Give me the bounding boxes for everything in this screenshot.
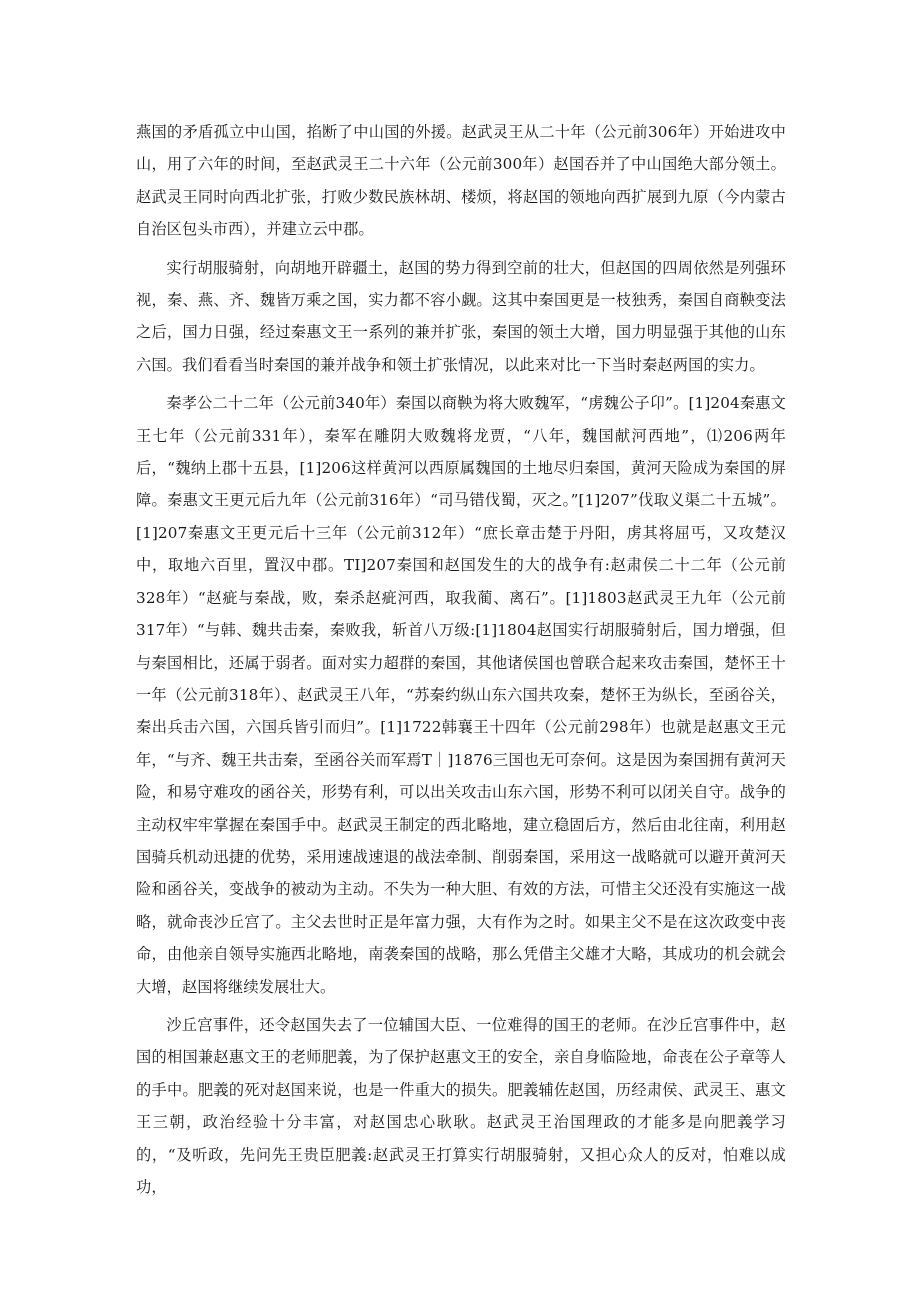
document-page xyxy=(136,116,786,1209)
paragraph-continuation: 燕国的矛盾孤立中山国，掐断了中山国的外援。赵武灵王从二十年（公元前306年）开始进攻中山，用了六年的时间，至赵武灵王二十六年（公元前300年）赵国吞并了中山国绝大部分领土。赵武灵王同时向西北扩张，打败少数民族林胡、楼烦，将赵国的领地向西扩展到九原（今内蒙古自治区包头市西），并建立云中郡。 xyxy=(136,123,786,239)
paragraph-qin-expansion: 秦孝公二十二年（公元前340年）秦国以商鞅为将大败魏军，“虏魏公子卬”。[1]204秦惠文王七年（公元前331年），秦军在雕阴大败魏将龙贾，“八年，魏国献河西地”，⑴206两年后，“魏纳上郡十五县，[1]206这样黄河以西原属魏国的土地尽归秦国，黄河天险成为秦国的屏障。秦惠文王更元后九年（公元前316年）“司马错伐蜀，灭之。”[1]207”伐取义渠二十五城”。[1]207秦惠文王更元后十三年（公元前312年）“庶长章击楚于丹阳，虏其将屈丐，又攻楚汉中，取地六百里，置汉中郡。TI]207秦国和赵国发生的大的战争有:赵肃侯二十二年（公元前328年）“赵疵与秦战，败，秦杀赵疵河西，取我蔺、离石”。[1]1803赵武灵王九年（公元前317年）“与韩、魏共击秦，秦败我，斩首八万级:[1]1804赵国实行胡服骑射后，国力增强，但与秦国相比，还属于弱者。面对实力超群的秦国，其他诸侯国也曾联合起来攻击秦国，楚怀王十一年（公元前318年）、赵武灵王八年，“苏秦约纵山东六国共攻秦，楚怀王为纵长，至函谷关，秦出兵击六国，六国兵皆引而归”。[1]1722韩襄王十四年（公元前298年）也就是赵惠文王元年，“与齐、魏王共击秦，至函谷关而军焉T｜]1876三国也无可奈何。这是因为秦国拥有黄河天险，和易守难攻的函谷关，形势有利，可以出关攻击山东六国，形势不利可以闭关自守。战争的主动权牢牢掌握在秦国手中。赵武灵王制定的西北略地，建立稳固后方，然后由北往南，利用赵国骑兵机动迅捷的优势，采用速战速退的战法牵制、削弱秦国，采用这一战略就可以避开黄河天险和函谷关，变战争的被动为主动。不失为一种大胆、有效的方法，可惜主父还没有实施这一战略，就命丧沙丘宫了。主父去世时正是年富力强，大有作为之时。如果主父不是在这次政变中丧命，由他亲自领导实施西北略地，南袭秦国的战略，那么凭借主父雄才大略，其成功的机会就会大增，赵国将继续发展壮大。 xyxy=(136,394,786,996)
paragraph-shaqiu-incident: 沙丘宫事件，还令赵国失去了一位辅国大臣、一位难得的国王的老师。在沙丘宫事件中，赵国的相国兼赵惠文王的老师肥義，为了保护赵惠文王的安全，亲自身临险地，命丧在公子章等人的手中。肥義的死对赵国来说，也是一件重大的损失。肥義辅佐赵国，历经肃侯、武灵王、惠文王三朝，政治经验十分丰富，对赵国忠心耿耿。赵武灵王治国理政的才能多是向肥義学习的，“及听政，先问先王贵臣肥義:赵武灵王打算实行胡服骑射，又担心众人的反对，怕难以成功， xyxy=(136,1015,786,1196)
paragraph-hufu-qishe: 实行胡服骑射，向胡地开辟疆土，赵国的势力得到空前的壮大，但赵国的四周依然是列强环视，秦、燕、齐、魏皆万乘之国，实力都不容小觑。这其中秦国更是一枝独秀，秦国自商鞅变法之后，国力日强，经过秦惠文王一系列的兼并扩张，秦国的领土大增，国力明显强于其他的山东六国。我们看看当时秦国的兼并战争和领土扩张情况，以此来对比一下当时秦赵两国的实力。 xyxy=(136,258,786,374)
